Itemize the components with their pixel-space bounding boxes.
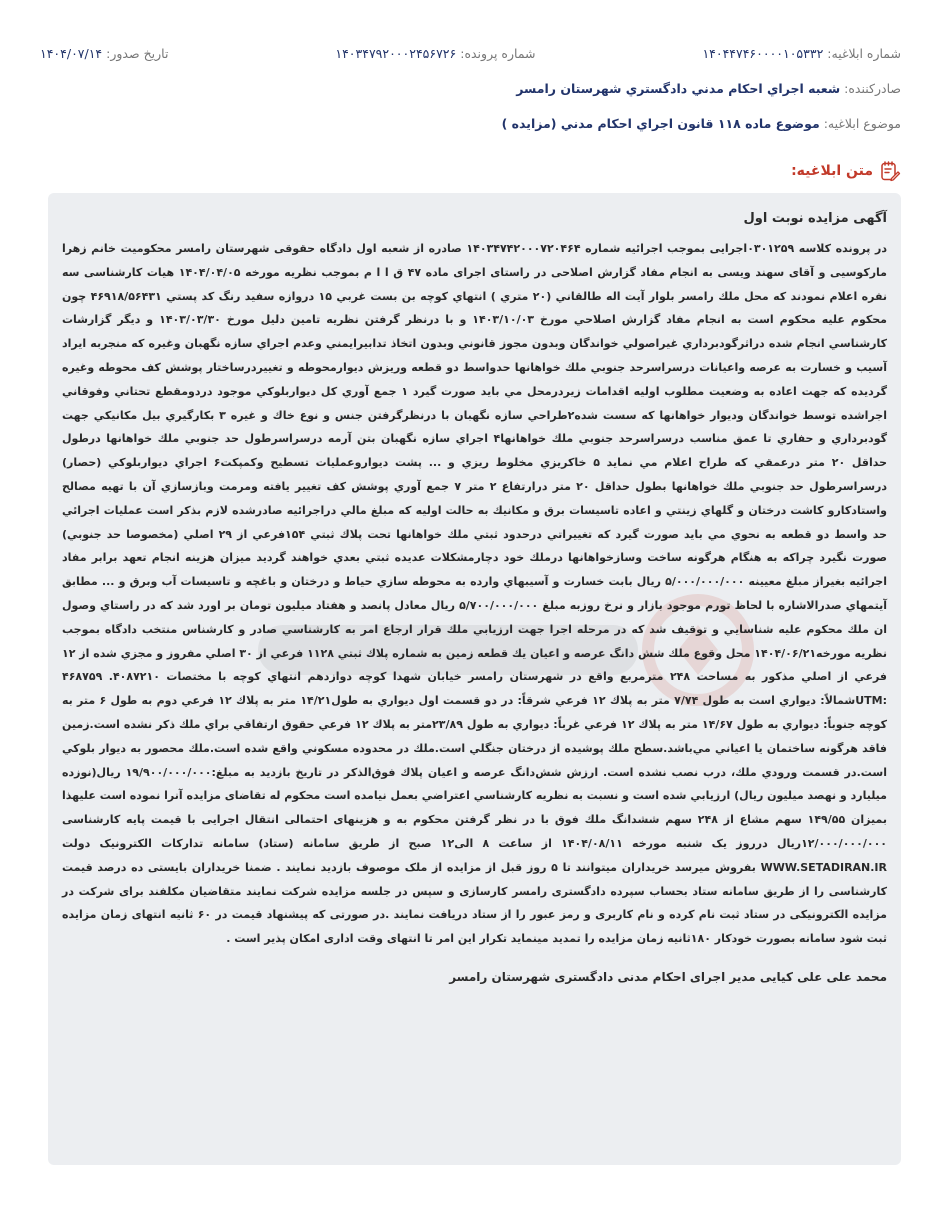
case-number-label: شماره پرونده: (460, 46, 536, 61)
notice-text-title: متن ابلاغیه: (791, 163, 873, 179)
notepad-edit-icon (879, 160, 901, 182)
issuer-row (40, 79, 901, 99)
issuer-label: صادرکننده: (844, 81, 901, 96)
subject-row (40, 114, 901, 134)
notice-number (702, 44, 901, 64)
notice-body-text: در پرونده کلاسه ۰۳۰۱۲۵۹اجرایی بموجب اجرائیه شماره ۱۴۰۳۴۷۴۲۰۰۰۷۲۰۴۶۴ صادره از شعبه اول دادگاه حقوقی شهرستان رامسر محکومیت خانم زهرا مارکوسیی و آقای سهند ویسی به انجام مفاد گزارش اصلاحی در راستای اجرای ماده ۴۷ ق ا ا م بموجب نظریه مورخه ۱۴۰۴/۰۴/۰۵ هیات کارشناسی سه نفره اعلام نمودند که محل ملك رامسر بلوار آيت اله طالقاني (۲۰ متري ) انتهاي كوچه بن بست غربي ۱۵ دروازه سفيد رنگ كد پستي ۴۶۹۱۸/۵۶۴۳۱ چون محكوم عليه محكوم است به انجام مفاد گزارش اصلاحي مورخ ۱۴۰۳/۱۰/۰۳ و با درنظر گرفتن نظريه تامين دليل مورخ ۱۴۰۳/۰۳/۳۰ و ديگر گزارشات كارشناسي انجام شده دراثرگودبرداري غيراصولي خواندگان وبدون مجوز قانوني وبدون اتخاذ تدابيرايمني وعدم اجراي سازه نگهبان وغيره كه منجربه ايراد آسيب و خسارت به عرصه واعيانات درسراسرحد جنوبي ملك خواهانها حدواسط دو قطعه وريزش ديوارمحوطه و تغييردرساختار پوشش كف محوطه وغيره گرديده كه جهت اعاده به وضعيت مطلوب اوليه اقدامات زيردرمحل مي بايد صورت گيرد ۱ جمع آوري كل ديواربلوكي موجود دردومقطع تحتاني وفوقاني اجراشده توسط خواندگان وديوار خواهانها كه سست شده۲طراحي سازه نگهبان با درنظرگرفتن جنس و نوع خاك و غيره ۳ بكارگيري بيل مكانيكي جهت گودبرداري و حفاري تا عمق مناسب درسراسرحد جنوبي ملك خواهانها۴ اجراي سازه نگهبان بتن آرمه درسراسرطول حد جنوبي ملك خواهانها درطول حداقل ۲۰ متر درعمقي كه طراح اعلام مي نمايد ۵ خاكريزي مخلوط ريزي و ... پشت ديواروعمليات تسطيح وكمپكت۶ اجراي ديواربلوكي (حصار) درسراسرطول حد جنوبي ملك خواهانها بطول حداقل ۲۰ متر درارتفاع ۲ متر ۷ جمع آوري پوشش كف تغيير يافته ومرمت وبازسازي آن با تهيه مصالح واستادكارو كاشت درختان و گلهاي زينتي و اعاده تاسيسات برق و مكانيك به حالت اوليه كه مبلغ مالي دراجرائيه صادرشده لازم بذكر است عمليات اجرائي حد واسط دو قطعه به نحوي مي بايد صورت گيرد كه تغييراتي درحدود ثبتي ملك خواهانها تحت پلاك ثبتي ۱۵۴فرعي از ۲۹ اصلي (مخصوصا حد جنوبي) صورت نگيرد چراكه به هنگام هرگونه ساخت وسازخواهانها درملك خود دچارمشكلات عديده ثبتي بعدي خواهند گرديد ميزان هزينه انجام تعهد برابر مفاد اجرائيه بغيراز مبلغ معيينه ۵/۰۰۰/۰۰۰/۰۰۰ ريال بابت خسارت و آسيبهاي وارده به محوطه سازي حياط و درختان و باغچه و تاسيسات آب وبرق و ... مطابق آيتمهاي صدرالاشاره با لحاظ تورم موجود بازار و نرخ روزبه مبلغ ۵/۷۰۰/۰۰۰/۰۰۰ ريال معادل پانصد و هفتاد ميليون تومان بر اورد شد كه در راستاي وصول ان ملك محكوم عليه شناسايي و توقيف شد كه در مرحله اجرا جهت ارزيابي ملك قرار ارجاع امر به كارشناسي صادر و كارشناس منتخب دادگاه بموجب نظريه مورخه۱۴۰۴/۰۶/۲۱ محل وقوع ملك شش دانگ عرصه و اعيان يك قطعه زمين به شماره پلاك ثبتي ۱۱۲۸ فرعي از ۳۰ اصلي مفروز و مجزي شده از ۱۲ فرعي از اصلي مذكور به مساحت ۲۴۸ مترمربع واقع در شهرستان رامسر خيابان شهدا كوچه دوازدهم انتهاي كوچه با مختصات ۴۰۸۷۲۱۰. ۴۶۸۷۵۹ :UTMشمالاً: ديواري است به طول ۷/۷۴ متر به پلاك ۱۲ فرعي شرقاً: در دو قسمت اول ديواري به طول۱۴/۲۱ متر به پلاك ۱۲ فرعي دوم به طول ۶ متر به كوچه جنوباً: ديواري به طول ۱۴/۶۷ متر به پلاك ۱۲ فرعي غرباً: ديواري به طول ۲۳/۸۹متر به پلاك ۱۲ فرعي حقوق ارتفاقي براي ملك ذكر نشده است.زمين فاقد هرگونه ساختمان يا اعياني مي‌باشد.سطح ملك پوشيده از درختان جنگلي است.ملك در محدوده مسكوني واقع شده است.ملك محصور به ديوار بلوكي است.در قسمت ورودي ملك، درب نصب نشده است. ارزش شش‌دانگ عرصه و اعيان پلاك فوق‌الذكر در تاريخ بازديد به مبلغ:۱۹/۹۰۰/۰۰۰/۰۰۰ ريال(نوزده ميليارد و نهصد ميليون ريال) ارزيابي شده است و نسبت به نظريه كارشناسي اعتراضي بعمل نيامده است محکوم له تقاضای مزایده آنرا نموده است علیهذا بمیزان ۱۴۹/۵۵ سهم مشاع از ۲۴۸ سهم ششدانگ ملك فوق با در نظر گرفتن محکوم به و هزینهای احتمالی انتقال اجرایی با قیمت پایه کارشناسی ۱۲/۰۰۰/۰۰۰/۰۰۰ریال درروز یک شنبه مورخه ۱۴۰۴/۰۸/۱۱ از ساعت ۸ الی۱۲ صبح از طریق سامانه (ستاد) سامانه تدارکات الکترونیک دولت WWW.SETADIRAN.IR بفروش میرسد خریداران میتوانند تا ۵ روز قبل از مزایده از ملک موصوف بازدید نمایند . ضمنا خریداران بایستی ده درصد قیمت کارشناسی را از طریق سامانه ستاد بحساب سپرده دادگستری رامسر کارسازی و سپس در جلسه مزایده شرکت نمایند متقاضیان مکلفند برای شرکت در مزایده الکترونیکی در ستاد ثبت نام کرده و نام کاربری و رمز عبور را از ستاد دریافت نمایند .در صورتی که پیشنهاد قیمت در ۶۰ ثانیه انتهای زمان مزایده ثبت شود سامانه بصورت خودکار ۱۸۰ثانیه زمان مزایده را تمدید مینماید تکرار این امر تا انتهای وقت اداری امکان پذیر است . (62, 242, 888, 946)
issue-date-value: ۱۴۰۴/۰۷/۱۴ (40, 46, 103, 61)
notice-number-label: شماره ابلاغیه: (827, 46, 901, 61)
case-number (335, 44, 535, 64)
case-number-value: ۱۴۰۳۴۷۹۲۰۰۰۲۴۵۶۷۲۶ (335, 46, 457, 61)
issuer-value: شعبه اجراي احكام مدني دادگستري شهرستان رامسر (516, 81, 841, 96)
notice-number-value: ۱۴۰۴۴۷۴۶۰۰۰۰۱۰۵۳۳۲ (702, 46, 824, 61)
notice-text-header (791, 160, 901, 182)
notice-signature: محمد علی علی کیایی مدیر اجرای احکام مدنی دادگستری شهرستان رامسر (449, 969, 887, 984)
notice-heading: آگهی مزایده نوبت اول (743, 211, 887, 226)
header-row-numbers (40, 44, 901, 64)
subject-label: موضوع ابلاغیه: (823, 116, 901, 131)
issue-date (40, 44, 168, 64)
issue-date-label: تاریخ صدور: (106, 46, 169, 61)
notice-body-box (48, 193, 901, 1165)
subject-value: موضوع ماده ۱۱۸ قانون اجراي احكام مدني (مزايده ) (501, 116, 820, 131)
